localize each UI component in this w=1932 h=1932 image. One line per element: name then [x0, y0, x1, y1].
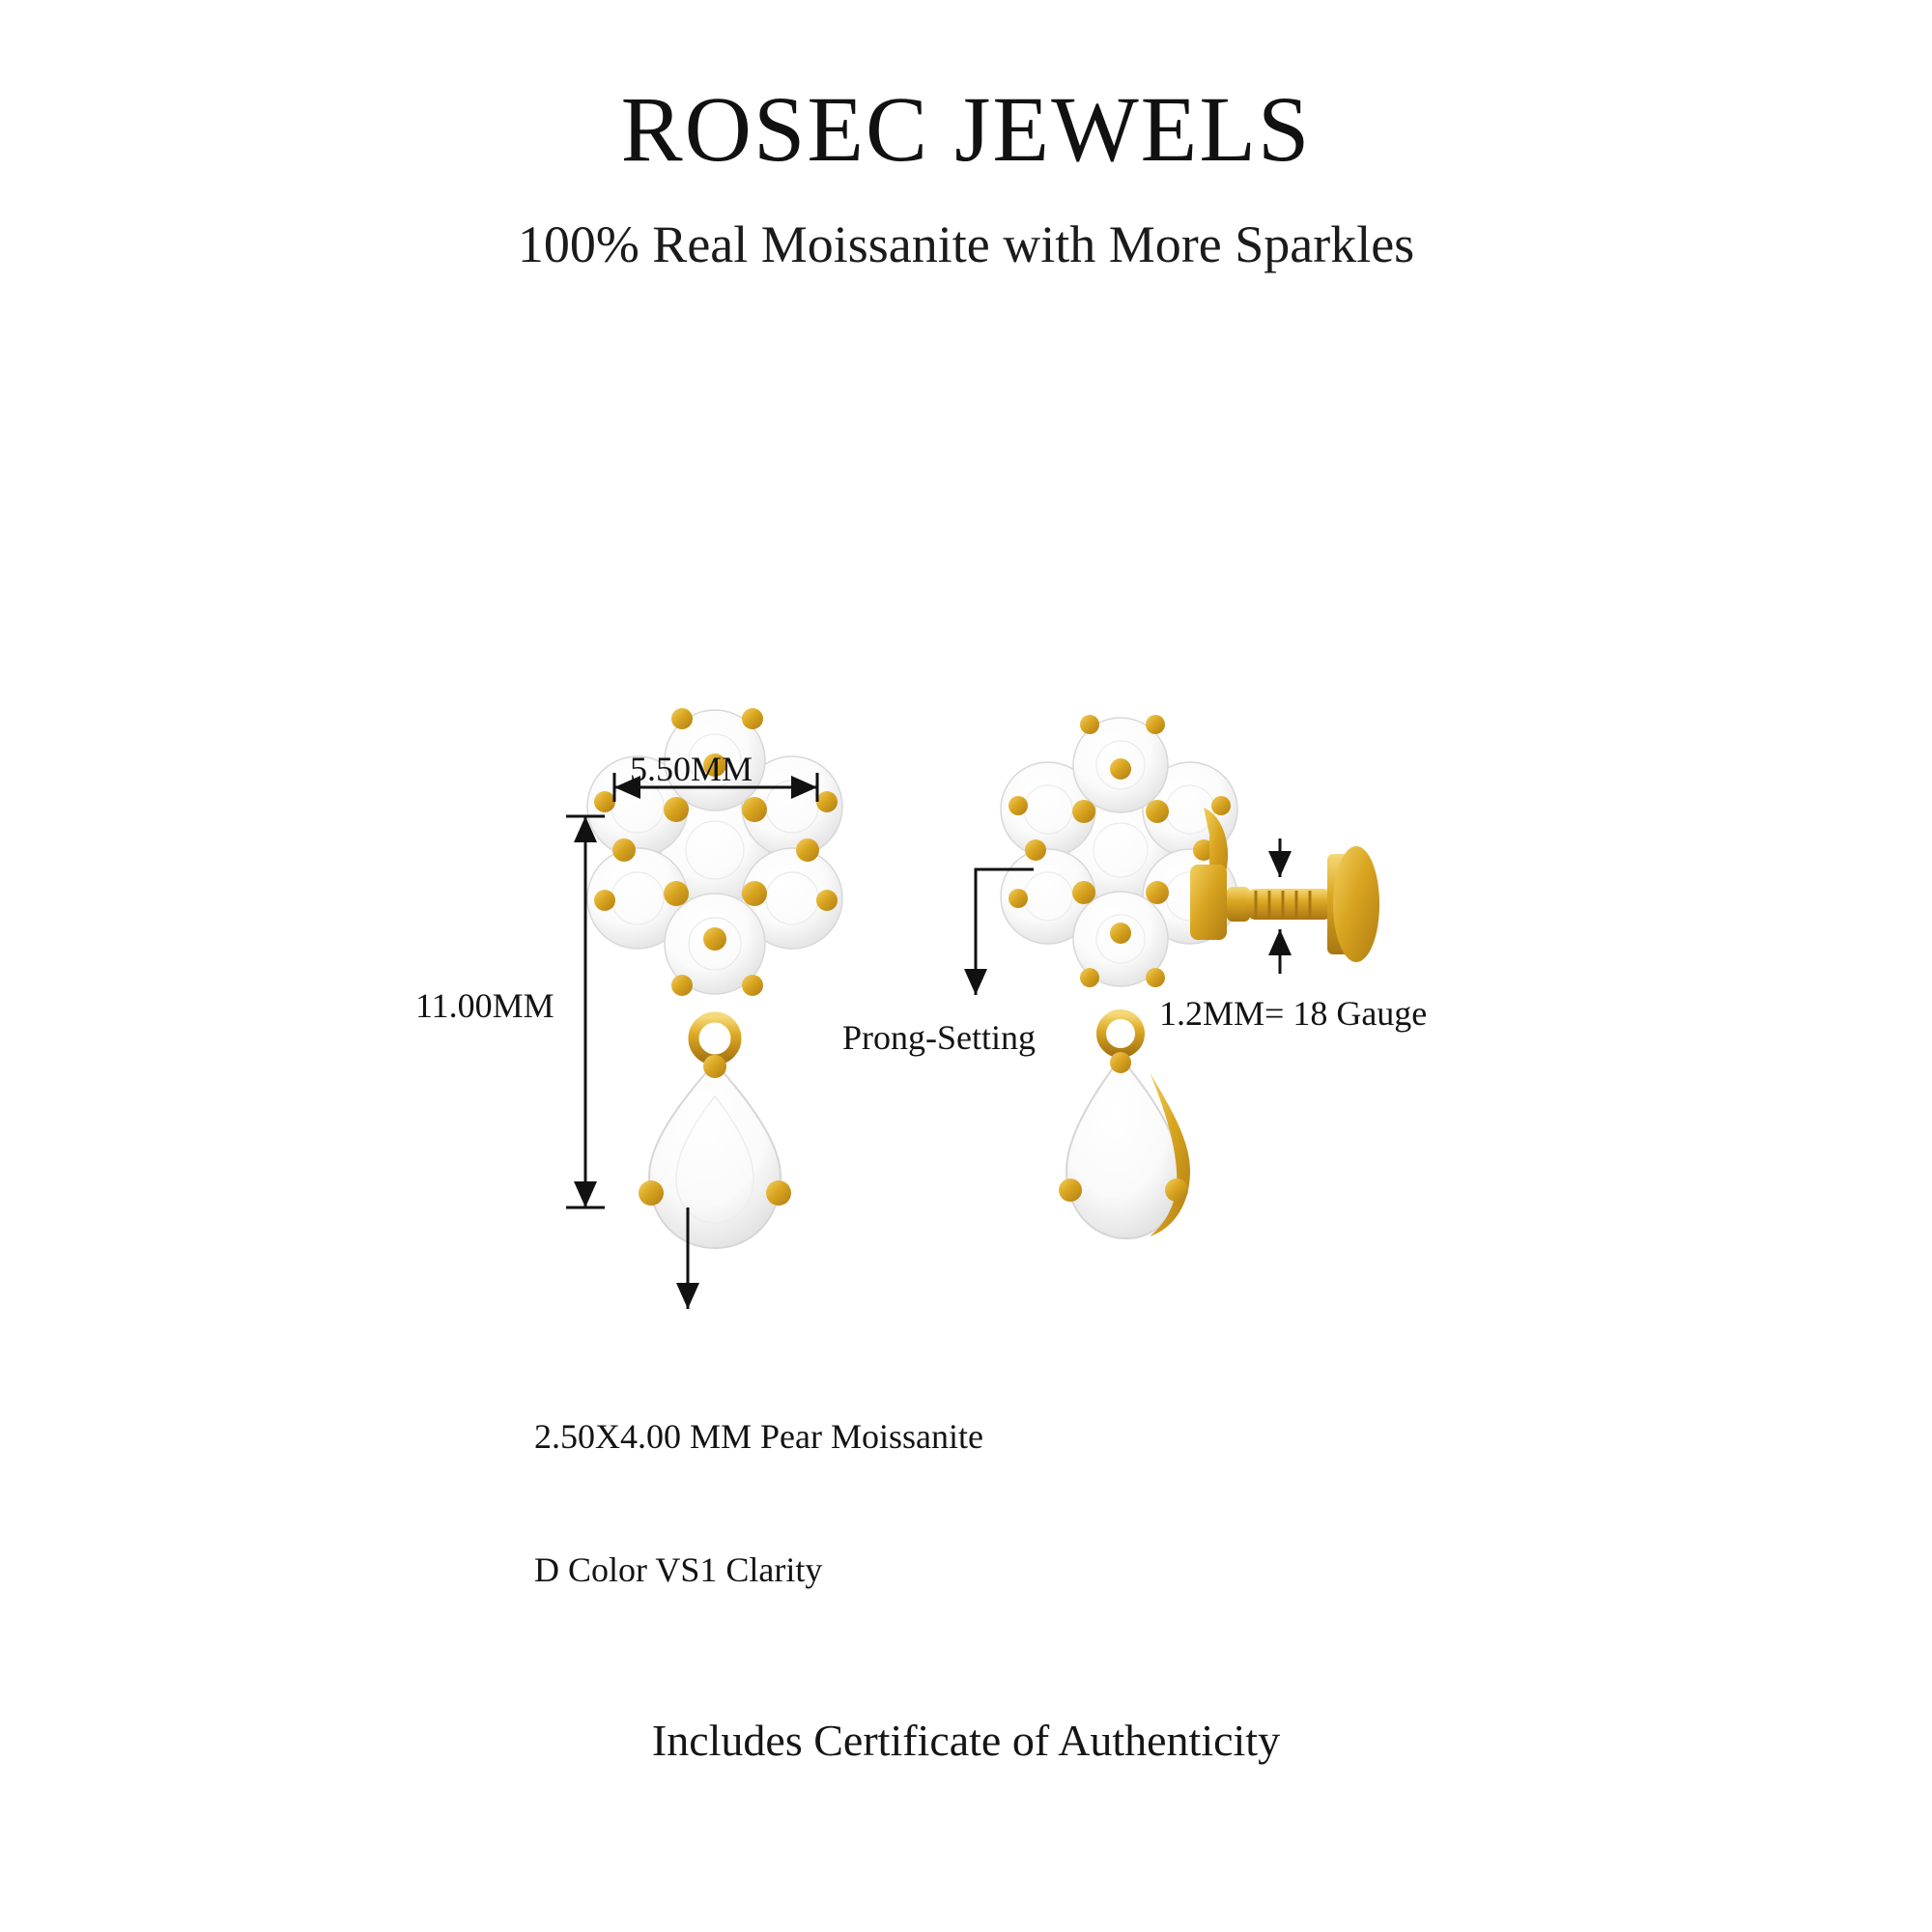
- threaded-shaft: [1246, 889, 1333, 920]
- certificate-note: Includes Certificate of Authenticity: [651, 1716, 1281, 1765]
- stone-spec-label: [534, 1325, 983, 1682]
- gauge-label: 1.2MM= 18 Gauge: [1159, 994, 1428, 1033]
- prong-setting-label: Prong-Setting: [842, 1018, 1037, 1057]
- stone-spec-line-1: 2.50X4.00 MM Pear Moissanite: [534, 1417, 983, 1457]
- brand-title: ROSEC JEWELS: [620, 77, 1312, 181]
- pear-moissanite-drop: [639, 1055, 791, 1248]
- width-label: 5.50MM: [630, 750, 753, 788]
- brand-tagline: 100% Real Moissanite with More Sparkles: [517, 215, 1415, 273]
- height-label: 11.00MM: [415, 986, 554, 1025]
- drop-link-angled: [1101, 978, 1140, 1053]
- angled-view-earring: [1001, 715, 1379, 1238]
- flat-back-disc: [1333, 846, 1379, 962]
- drop-link: [694, 985, 736, 1060]
- stone-spec-line-2: D Color VS1 Clarity: [534, 1550, 823, 1590]
- pear-moissanite-drop-angled: [1059, 1052, 1190, 1238]
